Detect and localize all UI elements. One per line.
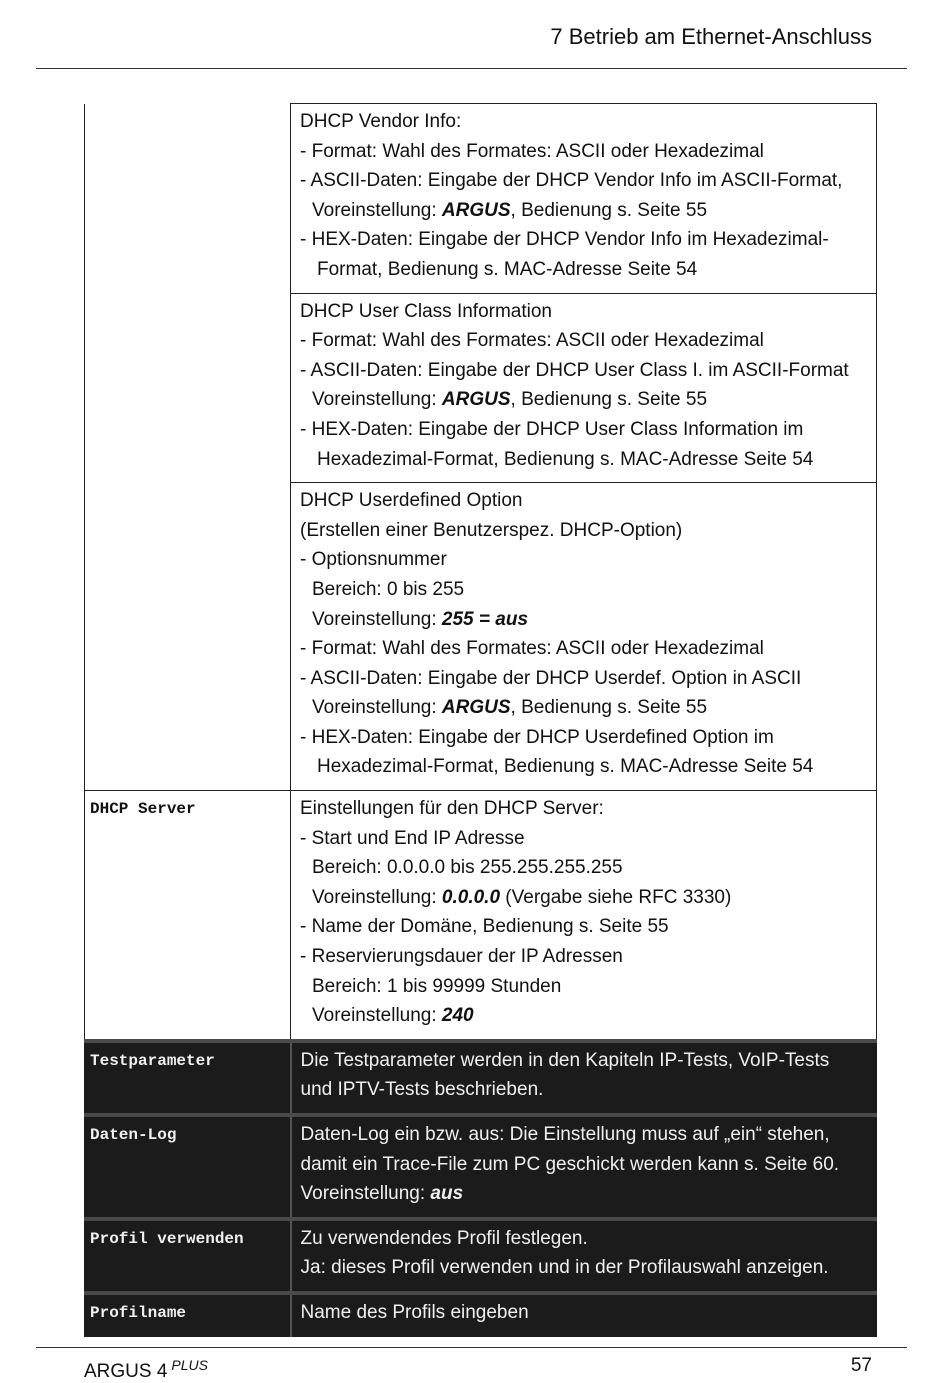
description-text: Name des Profils eingeben — [300, 1301, 529, 1323]
description-line — [301, 1224, 871, 1254]
description-text: - Format: Wahl des Formates: ASCII oder Hexadezimal — [300, 330, 764, 352]
description-line — [300, 415, 870, 445]
table-row — [85, 1115, 877, 1219]
description-text: Voreinstellung: — [312, 608, 442, 630]
default-value: ARGUS — [441, 199, 511, 221]
description-text: und IPTV-Tests beschrieben. — [300, 1079, 544, 1101]
description-text-suffix: (Vergabe siehe RFC 3330) — [500, 886, 732, 908]
description-text: Bereich: 0 bis 255 — [312, 578, 465, 600]
page-number: 57 — [850, 1355, 872, 1376]
header-divider — [36, 68, 907, 69]
table-row — [85, 791, 877, 1041]
table-row — [85, 1041, 877, 1115]
description-line — [300, 326, 870, 356]
table-row — [85, 1293, 877, 1336]
description-text: - ASCII-Daten: Eingabe der DHCP Userdef. Option in ASCII — [300, 667, 802, 689]
parameter-description-cell — [291, 1115, 877, 1219]
description-text: Format, Bedienung s. MAC-Adresse Seite 54 — [317, 258, 698, 280]
table-row — [85, 1219, 877, 1293]
description-text: Voreinstellung: — [312, 389, 442, 411]
description-text: - ASCII-Daten: Eingabe der DHCP Vendor Info im ASCII-Format, — [300, 170, 843, 192]
default-value: 240 — [441, 1005, 474, 1027]
description-line — [300, 883, 870, 913]
parameter-name-cell — [85, 791, 291, 1041]
description-text: - HEX-Daten: Eingabe der DHCP Userdefined Option im — [300, 726, 774, 748]
description-line — [300, 575, 870, 605]
description-line — [300, 516, 870, 546]
footer-product-superscript: PLUS — [171, 1357, 208, 1373]
description-text: - Start und End IP Adresse — [300, 827, 525, 849]
parameter-table — [84, 103, 877, 1337]
footer-product-name: ARGUS 4 — [84, 1361, 168, 1382]
default-value: aus — [430, 1183, 464, 1205]
parameter-name — [85, 483, 290, 492]
page-header-title: 7 Betrieb am Ethernet-Anschluss — [550, 24, 872, 49]
parameter-name-cell — [85, 1041, 291, 1115]
parameter-description-cell — [291, 1219, 877, 1293]
description-text: Hexadezimal-Format, Bedienung s. MAC-Adresse Seite 54 — [317, 756, 814, 778]
description-text: (Erstellen einer Benutzerspez. DHCP-Option) — [300, 519, 683, 541]
description-line — [300, 752, 870, 782]
parameter-name: DHCP Server — [90, 800, 196, 819]
default-value: 0.0.0.0 — [441, 886, 501, 908]
description-line — [301, 1075, 871, 1105]
description-line — [300, 166, 870, 196]
description-text: DHCP User Class Information — [300, 300, 553, 322]
description-line — [300, 356, 870, 386]
table-row — [85, 293, 877, 483]
parameter-name-cell — [85, 104, 291, 294]
parameter-name-cell — [85, 1219, 291, 1293]
description-text: - ASCII-Daten: Eingabe der DHCP User Class I. im ASCII-Format — [300, 359, 849, 381]
parameter-name-cell — [85, 483, 291, 791]
description-line — [301, 1253, 871, 1283]
description-text: - Optionsnummer — [300, 549, 447, 571]
description-text: Hexadezimal-Format, Bedienung s. MAC-Adresse Seite 54 — [317, 448, 814, 470]
parameter-description-cell — [291, 1293, 877, 1336]
default-value: 255 = aus — [441, 608, 529, 630]
description-line — [300, 255, 870, 285]
parameter-name-cell — [85, 1293, 291, 1336]
description-line — [300, 385, 870, 415]
parameter-name-cell — [85, 293, 291, 483]
description-line — [301, 1046, 871, 1076]
parameter-name: Profil verwenden — [90, 1229, 244, 1248]
parameter-name: Profilname — [90, 1303, 187, 1322]
footer-divider — [36, 1347, 907, 1348]
description-text: - Reservierungsdauer der IP Adressen — [300, 946, 623, 968]
description-line — [300, 605, 870, 635]
description-text-suffix: , Bedienung s. Seite 55 — [510, 697, 708, 719]
description-line — [300, 225, 870, 255]
description-line — [301, 1150, 871, 1180]
description-text: - Name der Domäne, Bedienung s. Seite 55 — [300, 916, 669, 938]
description-text: DHCP Userdefined Option — [300, 490, 523, 512]
description-line — [300, 824, 870, 854]
description-text: Bereich: 1 bis 99999 Stunden — [312, 975, 562, 997]
description-line — [301, 1298, 871, 1328]
description-line — [300, 634, 870, 664]
description-text: - Format: Wahl des Formates: ASCII oder Hexadezimal — [300, 140, 764, 162]
description-line — [300, 693, 870, 723]
description-line — [300, 723, 870, 753]
table-row — [85, 483, 877, 791]
parameter-description-cell — [291, 791, 877, 1041]
description-text: Zu verwendendes Profil festlegen. — [300, 1227, 588, 1249]
description-line — [300, 853, 870, 883]
description-text: Die Testparameter werden in den Kapiteln IP-Tests, VoIP-Tests — [300, 1049, 830, 1071]
description-text-suffix: , Bedienung s. Seite 55 — [510, 389, 708, 411]
description-text: DHCP Vendor Info: — [300, 111, 462, 132]
description-line — [300, 972, 870, 1002]
description-text: Daten-Log ein bzw. aus: Die Einstellung muss auf „ein“ stehen, — [300, 1124, 830, 1145]
description-text: - Format: Wahl des Formates: ASCII oder Hexadezimal — [300, 638, 764, 660]
description-line — [300, 107, 870, 137]
description-line — [300, 545, 870, 575]
description-text: damit ein Trace-File zum PC geschickt werden kann s. Seite 60. — [300, 1153, 840, 1175]
parameter-name: Testparameter — [90, 1051, 215, 1070]
description-text: Einstellungen für den DHCP Server: — [300, 798, 604, 820]
description-text: - HEX-Daten: Eingabe der DHCP Vendor Info im Hexadezimal- — [300, 229, 829, 251]
description-text: Voreinstellung: — [312, 886, 442, 908]
description-text: Voreinstellung: — [312, 199, 442, 221]
default-value: ARGUS — [441, 697, 511, 719]
parameter-name-cell — [85, 1115, 291, 1219]
parameter-name — [85, 293, 290, 302]
parameter-name: Daten-Log — [90, 1126, 177, 1144]
parameter-description-cell — [291, 293, 877, 483]
description-line — [300, 297, 870, 327]
description-text: - HEX-Daten: Eingabe der DHCP User Class Information im — [300, 418, 804, 440]
description-line — [300, 137, 870, 167]
parameter-name — [85, 104, 290, 113]
description-text-suffix: , Bedienung s. Seite 55 — [510, 199, 708, 221]
description-line — [300, 912, 870, 942]
description-line — [300, 196, 870, 226]
description-text: Voreinstellung: — [300, 1183, 431, 1205]
parameter-description-cell — [291, 104, 877, 294]
description-text: Voreinstellung: — [312, 1005, 442, 1027]
description-text: Ja: dieses Profil verwenden und in der Profilauswahl anzeigen. — [300, 1257, 829, 1279]
description-text: Bereich: 0.0.0.0 bis 255.255.255.255 — [312, 857, 623, 879]
description-text: Voreinstellung: — [312, 697, 442, 719]
description-line — [301, 1120, 871, 1150]
parameter-description-cell — [291, 483, 877, 791]
footer-product — [84, 1357, 208, 1383]
description-line — [300, 445, 870, 475]
table-row — [85, 104, 877, 294]
default-value: ARGUS — [441, 389, 511, 411]
parameter-description-cell — [291, 1041, 877, 1115]
description-line — [300, 794, 870, 824]
description-line — [300, 486, 870, 516]
description-line — [300, 942, 870, 972]
description-line — [300, 1001, 870, 1031]
description-line — [301, 1179, 871, 1209]
description-line — [300, 664, 870, 694]
